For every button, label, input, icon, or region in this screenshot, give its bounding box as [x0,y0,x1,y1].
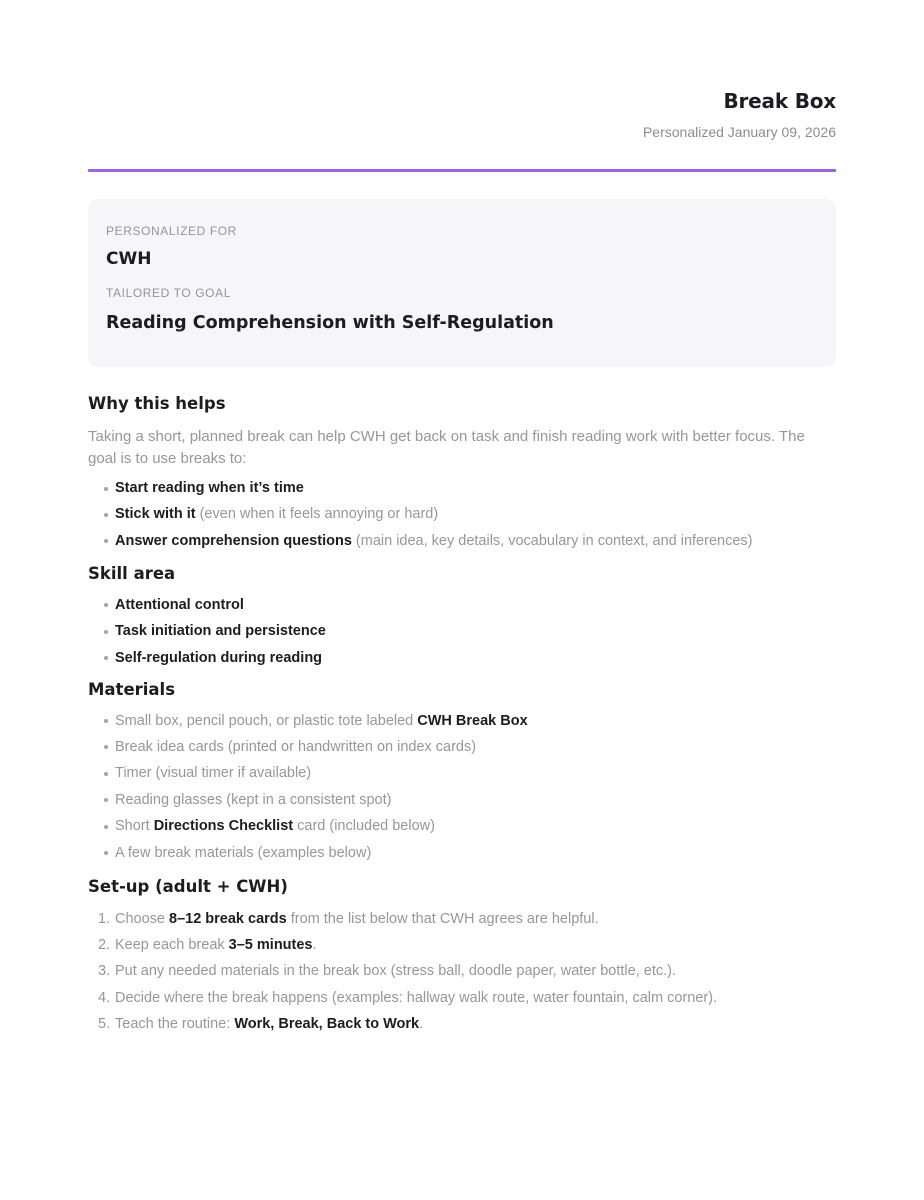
list-item-text: Short [115,818,154,835]
list-item-text: Timer (visual timer if available) [115,765,312,782]
list-item-text: (even when it feels annoying or hard) [195,506,439,523]
list-item [88,764,836,782]
setup-list [88,910,836,1034]
list-item-text: Keep each break [115,936,229,953]
goal-label: TAILORED TO GOAL [106,286,231,300]
student-name: CWH [106,249,152,269]
list-item [88,817,836,835]
list-item [88,505,836,523]
personalized-date: Personalized January 09, 2026 [642,124,836,140]
list-item-bold: Attentional control [115,596,244,613]
why-paragraph: Taking a short, planned break can help CWH get back on task and finish reading work with better focus. The goal is to use breaks to: [88,428,805,467]
skill-list [88,596,836,667]
step-number: 5. [98,1016,111,1033]
personalized-for-label: PERSONALIZED FOR [106,224,237,238]
list-item-text: Break idea cards (printed or handwritten on index cards) [115,738,477,755]
list-item [88,596,836,614]
list-item-text: Put any needed materials in the break box (stress ball, doodle paper, water bottle, etc.). [115,963,676,980]
document-header [88,0,836,141]
list-item [88,649,836,667]
list-item-bold: Directions Checklist [153,818,294,835]
list-item-text: Choose [115,910,170,927]
list-item-bold: Work, Break, Back to Work [234,1016,420,1033]
personalization-card [88,199,836,367]
document [88,0,836,1041]
list-item [88,712,836,730]
list-item-text: . [419,1016,424,1033]
list-item-text: A few break materials (examples below) [115,844,372,861]
materials-list [88,712,836,862]
list-item-text: (main idea, key details, vocabulary in context, and inferences) [351,532,753,549]
list-item-text: Teach the routine: [115,1016,235,1033]
step-number: 4. [98,989,111,1006]
why-list [88,479,836,550]
list-item [88,622,836,640]
accent-divider [88,169,836,172]
list-item-bold: CWH Break Box [417,712,528,729]
list-item [88,1015,836,1033]
list-item [88,844,836,862]
skill-heading: Skill area [88,563,176,583]
list-item [88,910,836,928]
list-item-bold: Start reading when it’s time [115,480,304,496]
list-item-bold: Self-regulation during reading [115,649,323,666]
document-title: Break Box [723,89,836,113]
materials-heading: Materials [88,679,176,699]
list-item-text: . [312,936,317,953]
step-number: 2. [98,936,111,953]
step-number: 3. [98,963,111,980]
list-item [88,532,836,550]
list-item [88,791,836,809]
list-item [88,479,836,497]
list-item-text: Decide where the break happens (examples: hallway walk route, water fountain, calm corner). [115,989,718,1006]
list-item-bold: 3–5 minutes [228,936,313,953]
why-heading: Why this helps [88,394,226,413]
list-item [88,962,836,980]
list-item-text: Reading glasses (kept in a consistent spot) [115,791,392,808]
list-item-text: Small box, pencil pouch, or plastic tote labeled [115,712,418,729]
list-item [88,989,836,1007]
list-item [88,738,836,756]
list-item-text: card (included below) [293,818,435,835]
setup-heading: Set-up (adult + CWH) [88,876,288,896]
list-item [88,936,836,954]
step-number: 1. [98,910,111,927]
list-item-text: from the list below that CWH agrees are helpful. [286,910,599,927]
list-item-bold: Stick with it [115,506,196,523]
list-item-bold: 8–12 break cards [169,910,287,927]
goal-value: Reading Comprehension with Self-Regulation [106,313,554,333]
list-item-bold: Answer comprehension questions [115,532,352,549]
list-item-bold: Task initiation and persistence [115,623,326,640]
